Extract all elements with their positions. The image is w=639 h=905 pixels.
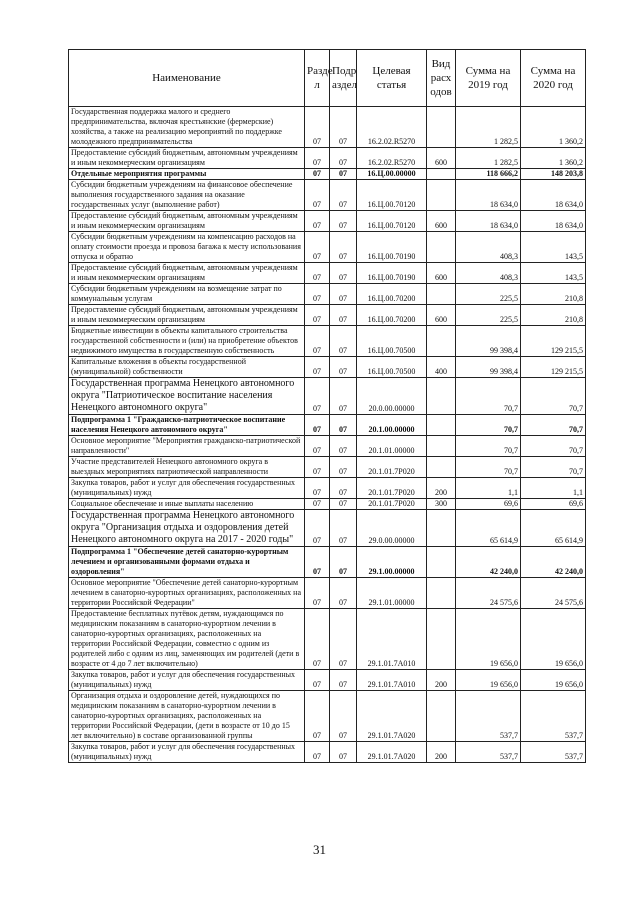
cell-sum-2020: 19 656,0 — [521, 609, 586, 670]
cell-sum-2019: 225,5 — [456, 305, 521, 326]
cell-name: Капитальные вложения в объекты государственной (муниципальной) собственности — [69, 357, 305, 378]
cell-sum-2020: 143,5 — [521, 263, 586, 284]
cell-exp-type: 600 — [427, 148, 456, 169]
cell-target: 29.1.00.00000 — [357, 547, 427, 578]
table-row — [69, 263, 586, 284]
cell-sum-2020: 129 215,5 — [521, 357, 586, 378]
cell-name: Предоставление субсидий бюджетным, автономным учреждениям и иным некоммерческим организациям — [69, 211, 305, 232]
cell-exp-type — [427, 107, 456, 148]
cell-subsection: 07 — [330, 180, 357, 211]
cell-section: 07 — [305, 670, 330, 691]
cell-sum-2019: 70,7 — [456, 378, 521, 415]
cell-sum-2020: 210,8 — [521, 284, 586, 305]
budget-table — [68, 49, 586, 763]
cell-exp-type: 600 — [427, 305, 456, 326]
cell-sum-2020: 18 634,0 — [521, 180, 586, 211]
cell-name: Социальное обеспечение и иные выплаты населению — [69, 499, 305, 510]
cell-sum-2020: 1 360,2 — [521, 148, 586, 169]
cell-name: Предоставление субсидий бюджетным, автономным учреждениям и иным некоммерческим организациям — [69, 263, 305, 284]
cell-name: Закупка товаров, работ и услуг для обеспечения государственных (муниципальных) нужд — [69, 670, 305, 691]
cell-sum-2019: 70,7 — [456, 415, 521, 436]
cell-exp-type — [427, 578, 456, 609]
cell-subsection: 07 — [330, 263, 357, 284]
table-row — [69, 326, 586, 357]
cell-name: Государственная программа Ненецкого автономного округа "Организация отдыха и оздоровления детей Ненецкого автономного округа на 2017 - 2020 годы" — [69, 510, 305, 547]
cell-sum-2020: 148 203,8 — [521, 169, 586, 180]
cell-section: 07 — [305, 609, 330, 670]
cell-name: Отдельные мероприятия программы — [69, 169, 305, 180]
cell-name: Предоставление бесплатных путёвок детям, нуждающимся по медицинским показаниям в санаторно-курортном лечении в санаторно-курортных организациях, расположенных на территории Российской Федерации, совместно с одним из родителей либо с одним из лиц, заменяющих им родителей (дети в возрасте от 4 до 7 лет включительно) — [69, 609, 305, 670]
table-row — [69, 107, 586, 148]
cell-sum-2020: 537,7 — [521, 691, 586, 742]
cell-name: Государственная поддержка малого и среднего предпринимательства, включая крестьянские (фермерские) хозяйства, а также на реализацию мероприятий по поддержке молодежного предпринимательства — [69, 107, 305, 148]
cell-exp-type — [427, 326, 456, 357]
cell-name: Основное мероприятие "Обеспечение детей санаторно-курортным лечением в санаторно-курортных организациях, расположенных на территории Российской Федерации" — [69, 578, 305, 609]
cell-exp-type: 600 — [427, 211, 456, 232]
cell-sum-2019: 70,7 — [456, 436, 521, 457]
cell-name: Организация отдыха и оздоровление детей, нуждающихся по медицинским показаниям в санаторно-курортном лечении в санаторно-курортных организациях, расположенных на территории Российской Федерации, (дети в возрасте от 10 до 15 лет включительно) в составе организованной группы — [69, 691, 305, 742]
cell-subsection: 07 — [330, 510, 357, 547]
cell-sum-2019: 19 656,0 — [456, 670, 521, 691]
cell-sum-2019: 225,5 — [456, 284, 521, 305]
cell-subsection: 07 — [330, 578, 357, 609]
cell-section: 07 — [305, 284, 330, 305]
cell-name: Подпрограмма 1 "Гражданско-патриотическое воспитание населения Ненецкого автономного округа" — [69, 415, 305, 436]
cell-name: Предоставление субсидий бюджетным, автономным учреждениям и иным некоммерческим организациям — [69, 305, 305, 326]
cell-sum-2019: 18 634,0 — [456, 211, 521, 232]
cell-target: 29.1.01.7А020 — [357, 691, 427, 742]
cell-sum-2019: 1,1 — [456, 478, 521, 499]
cell-sum-2020: 70,7 — [521, 378, 586, 415]
table-row — [69, 499, 586, 510]
cell-exp-type — [427, 457, 456, 478]
cell-exp-type: 200 — [427, 670, 456, 691]
cell-subsection: 07 — [330, 436, 357, 457]
cell-exp-type: 400 — [427, 357, 456, 378]
cell-sum-2020: 70,7 — [521, 436, 586, 457]
cell-target: 29.1.01.00000 — [357, 578, 427, 609]
cell-target: 16.Ц.00.70200 — [357, 305, 427, 326]
table-row — [69, 169, 586, 180]
cell-exp-type: 300 — [427, 499, 456, 510]
header-sum-2020: Сумма на 2020 год — [521, 50, 586, 107]
cell-section: 07 — [305, 148, 330, 169]
cell-target: 20.1.01.00000 — [357, 436, 427, 457]
table-row — [69, 305, 586, 326]
cell-sum-2019: 1 282,5 — [456, 148, 521, 169]
cell-target: 16.2.02.R5270 — [357, 148, 427, 169]
table-row — [69, 211, 586, 232]
cell-target: 16.Ц.00.70500 — [357, 357, 427, 378]
cell-sum-2019: 70,7 — [456, 457, 521, 478]
cell-subsection: 07 — [330, 232, 357, 263]
cell-section: 07 — [305, 326, 330, 357]
cell-target: 29.1.01.7А010 — [357, 670, 427, 691]
cell-exp-type: 200 — [427, 478, 456, 499]
cell-sum-2020: 70,7 — [521, 457, 586, 478]
cell-subsection: 07 — [330, 305, 357, 326]
header-sum-2019: Сумма на 2019 год — [456, 50, 521, 107]
cell-sum-2020: 24 575,6 — [521, 578, 586, 609]
cell-subsection: 07 — [330, 378, 357, 415]
table-row — [69, 180, 586, 211]
cell-subsection: 07 — [330, 211, 357, 232]
cell-section: 07 — [305, 499, 330, 510]
cell-sum-2020: 65 614,9 — [521, 510, 586, 547]
cell-subsection: 07 — [330, 107, 357, 148]
header-target: Целевая статья — [357, 50, 427, 107]
cell-sum-2019: 408,3 — [456, 263, 521, 284]
cell-section: 07 — [305, 305, 330, 326]
cell-sum-2019: 19 656,0 — [456, 609, 521, 670]
cell-name: Участие представителей Ненецкого автономного округа в выездных мероприятиях патриотической направленности — [69, 457, 305, 478]
cell-target: 16.Ц.00.70500 — [357, 326, 427, 357]
cell-sum-2019: 537,7 — [456, 691, 521, 742]
cell-subsection: 07 — [330, 691, 357, 742]
cell-name: Субсидии бюджетным учреждениям на компенсацию расходов на оплату стоимости проезда и провоза багажа к месту использования отпуска и обратно — [69, 232, 305, 263]
cell-subsection: 07 — [330, 499, 357, 510]
cell-section: 07 — [305, 510, 330, 547]
cell-exp-type: 600 — [427, 263, 456, 284]
cell-name: Государственная программа Ненецкого автономного округа "Патриотическое воспитание населения Ненецкого автономного округа" — [69, 378, 305, 415]
cell-section: 07 — [305, 742, 330, 763]
cell-exp-type — [427, 510, 456, 547]
cell-sum-2020: 1,1 — [521, 478, 586, 499]
header-name: Наименование — [69, 50, 305, 107]
cell-sum-2020: 69,6 — [521, 499, 586, 510]
cell-section: 07 — [305, 415, 330, 436]
table-row — [69, 357, 586, 378]
cell-subsection: 07 — [330, 357, 357, 378]
cell-target: 29.1.01.7А010 — [357, 609, 427, 670]
cell-sum-2019: 537,7 — [456, 742, 521, 763]
cell-target: 20.1.01.7P020 — [357, 499, 427, 510]
header-exp-type: Вид расх одов — [427, 50, 456, 107]
cell-sum-2020: 19 656,0 — [521, 670, 586, 691]
cell-exp-type — [427, 169, 456, 180]
cell-section: 07 — [305, 180, 330, 211]
cell-section: 07 — [305, 478, 330, 499]
cell-name: Предоставление субсидий бюджетным, автономным учреждениям и иным некоммерческим организациям — [69, 148, 305, 169]
budget-table-container — [68, 49, 585, 763]
table-body — [69, 107, 586, 763]
cell-sum-2020: 129 215,5 — [521, 326, 586, 357]
cell-target: 16.Ц.00.70190 — [357, 263, 427, 284]
cell-subsection: 07 — [330, 478, 357, 499]
cell-sum-2020: 143,5 — [521, 232, 586, 263]
table-row — [69, 742, 586, 763]
cell-exp-type — [427, 691, 456, 742]
cell-subsection: 07 — [330, 742, 357, 763]
cell-exp-type — [427, 547, 456, 578]
cell-section: 07 — [305, 232, 330, 263]
cell-sum-2020: 210,8 — [521, 305, 586, 326]
cell-section: 07 — [305, 547, 330, 578]
table-row — [69, 148, 586, 169]
table-row — [69, 670, 586, 691]
table-row — [69, 609, 586, 670]
table-row — [69, 478, 586, 499]
cell-subsection: 07 — [330, 415, 357, 436]
cell-target: 16.Ц.00.70200 — [357, 284, 427, 305]
cell-subsection: 07 — [330, 284, 357, 305]
cell-subsection: 07 — [330, 547, 357, 578]
cell-target: 20.0.00.00000 — [357, 378, 427, 415]
table-header-row — [69, 50, 586, 107]
table-row — [69, 457, 586, 478]
cell-section: 07 — [305, 169, 330, 180]
cell-target: 20.1.01.7P020 — [357, 478, 427, 499]
table-row — [69, 232, 586, 263]
cell-target: 16.Ц.00.00000 — [357, 169, 427, 180]
table-row — [69, 378, 586, 415]
cell-exp-type — [427, 378, 456, 415]
cell-name: Бюджетные инвестиции в объекты капитального строительства государственной собственности и (или) на приобретение объектов недвижимого имущества в государственную собственность — [69, 326, 305, 357]
cell-subsection: 07 — [330, 326, 357, 357]
cell-sum-2020: 537,7 — [521, 742, 586, 763]
cell-exp-type — [427, 415, 456, 436]
cell-name: Закупка товаров, работ и услуг для обеспечения государственных (муниципальных) нужд — [69, 742, 305, 763]
table-row — [69, 415, 586, 436]
cell-section: 07 — [305, 211, 330, 232]
cell-section: 07 — [305, 107, 330, 148]
cell-name: Субсидии бюджетным учреждениям на финансовое обеспечение выполнения государственного задания на оказание государственных услуг (выполнение работ) — [69, 180, 305, 211]
cell-sum-2019: 42 240,0 — [456, 547, 521, 578]
cell-target: 29.1.01.7А020 — [357, 742, 427, 763]
cell-sum-2019: 408,3 — [456, 232, 521, 263]
cell-sum-2019: 69,6 — [456, 499, 521, 510]
cell-target: 20.1.01.7P020 — [357, 457, 427, 478]
cell-sum-2019: 18 634,0 — [456, 180, 521, 211]
cell-section: 07 — [305, 691, 330, 742]
cell-exp-type: 200 — [427, 742, 456, 763]
cell-subsection: 07 — [330, 670, 357, 691]
cell-section: 07 — [305, 357, 330, 378]
cell-section: 07 — [305, 378, 330, 415]
cell-target: 16.Ц.00.70190 — [357, 232, 427, 263]
cell-sum-2019: 99 398,4 — [456, 357, 521, 378]
cell-sum-2019: 99 398,4 — [456, 326, 521, 357]
table-row — [69, 510, 586, 547]
cell-exp-type — [427, 609, 456, 670]
page-number: 31 — [313, 842, 326, 857]
table-row — [69, 547, 586, 578]
cell-subsection: 07 — [330, 148, 357, 169]
cell-name: Закупка товаров, работ и услуг для обеспечения государственных (муниципальных) нужд — [69, 478, 305, 499]
cell-sum-2019: 1 282,5 — [456, 107, 521, 148]
table-row — [69, 578, 586, 609]
cell-exp-type — [427, 436, 456, 457]
cell-subsection: 07 — [330, 169, 357, 180]
cell-subsection: 07 — [330, 457, 357, 478]
cell-sum-2020: 70,7 — [521, 415, 586, 436]
cell-name: Основное мероприятие "Мероприятия гражданско-патриотической направленности" — [69, 436, 305, 457]
table-row — [69, 436, 586, 457]
cell-section: 07 — [305, 457, 330, 478]
header-subsection: Подр аздел — [330, 50, 357, 107]
cell-exp-type — [427, 232, 456, 263]
table-row — [69, 284, 586, 305]
table-row — [69, 691, 586, 742]
cell-sum-2019: 118 666,2 — [456, 169, 521, 180]
cell-sum-2019: 65 614,9 — [456, 510, 521, 547]
cell-target: 16.Ц.00.70120 — [357, 180, 427, 211]
cell-sum-2019: 24 575,6 — [456, 578, 521, 609]
cell-sum-2020: 42 240,0 — [521, 547, 586, 578]
cell-target: 16.2.02.R5270 — [357, 107, 427, 148]
cell-sum-2020: 18 634,0 — [521, 211, 586, 232]
header-section: Разде л — [305, 50, 330, 107]
cell-exp-type — [427, 284, 456, 305]
cell-name: Подпрограмма 1 "Обеспечение детей санаторно-курортным лечением и организованными формами отдыха и оздоровления" — [69, 547, 305, 578]
cell-sum-2020: 1 360,2 — [521, 107, 586, 148]
cell-subsection: 07 — [330, 609, 357, 670]
cell-name: Субсидии бюджетным учреждениям на возмещение затрат по коммунальным услугам — [69, 284, 305, 305]
cell-section: 07 — [305, 578, 330, 609]
cell-exp-type — [427, 180, 456, 211]
cell-target: 20.1.00.00000 — [357, 415, 427, 436]
cell-section: 07 — [305, 436, 330, 457]
cell-section: 07 — [305, 263, 330, 284]
cell-target: 16.Ц.00.70120 — [357, 211, 427, 232]
cell-target: 29.0.00.00000 — [357, 510, 427, 547]
